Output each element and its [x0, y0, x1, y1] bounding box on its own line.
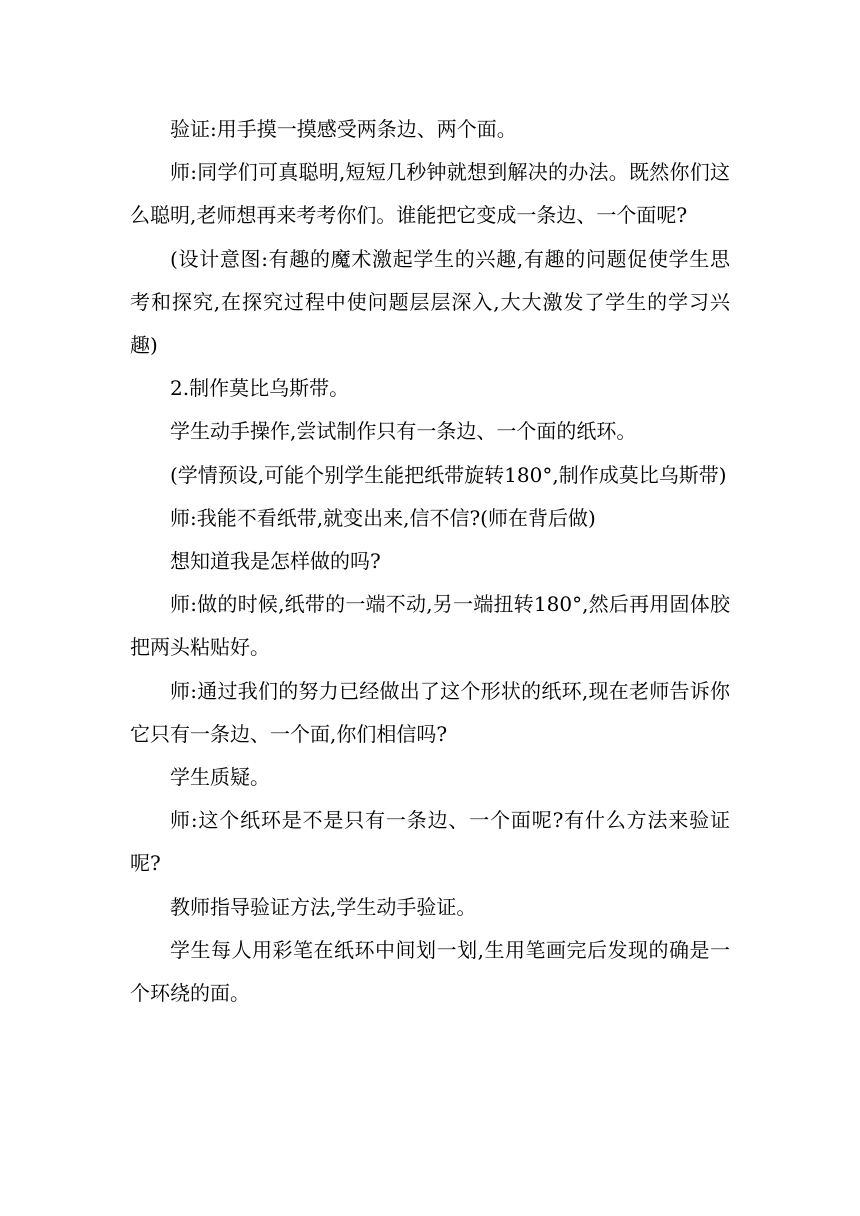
paragraph-learning-preset: (学情预设,可能个别学生能把纸带旋转180°,制作成莫比乌斯带)	[170, 462, 727, 487]
paragraph-teacher-claim: 师:通过我们的努力已经做出了这个形状的纸环,现在老师告诉你它只有一条边、一个面,你们相信吗?	[130, 678, 730, 746]
paragraph-teacher-magic: 师:我能不看纸带,就变出来,信不信?(师在背后做)	[170, 505, 596, 530]
document-body	[130, 108, 730, 1015]
paragraph-student-doubt: 学生质疑。	[170, 765, 270, 790]
paragraph-want-to-know: 想知道我是怎样做的吗?	[170, 549, 381, 574]
paragraph-teacher-guide: 教师指导验证方法,学生动手验证。	[170, 894, 477, 919]
paragraph-section-heading: 2.制作莫比乌斯带。	[170, 376, 350, 401]
paragraph-teacher-challenge: 师:同学们可真聪明,短短几秒钟就想到解决的办法。既然你们这么聪明,老师想再来考考你们。谁能把它变成一条边、一个面呢?	[130, 160, 730, 228]
paragraph-student-operation: 学生动手操作,尝试制作只有一条边、一个面的纸环。	[170, 419, 637, 444]
paragraph-teacher-question: 师:这个纸环是不是只有一条边、一个面呢?有什么方法来验证呢?	[130, 808, 730, 876]
paragraph-student-drawing: 学生每人用彩笔在纸环中间划一划,生用笔画完后发现的确是一个环绕的面。	[130, 937, 730, 1006]
paragraph-design-intent: (设计意图:有趣的魔术激起学生的兴趣,有趣的问题促使学生思考和探究,在探究过程中使问题层层深入,大大激发了学生的学习兴趣)	[130, 246, 730, 358]
paragraph-verify-touch: 验证:用手摸一摸感受两条边、两个面。	[170, 117, 517, 141]
paragraph-teacher-method: 师:做的时候,纸带的一端不动,另一端扭转180°,然后再用固体胶把两头粘贴好。	[130, 592, 730, 660]
